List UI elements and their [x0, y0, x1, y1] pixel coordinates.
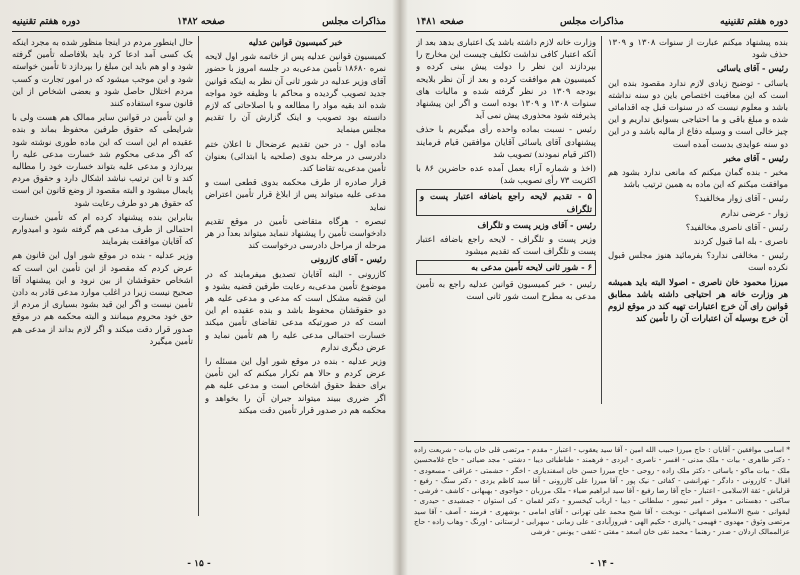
speaker-line: رئیس - آقای یاسائی [716, 63, 788, 74]
left-page-left-column [12, 36, 199, 516]
right-page-columns [416, 36, 788, 404]
paragraph: خبر کمیسیون قوانین عدلیه [248, 37, 343, 47]
speaker-line: رئیس - آقای وزیر پست و تلگراف [477, 219, 596, 230]
speaker-line: رئیس - آقای کازرونی [310, 254, 386, 265]
left-page-folio: - ۱۵ - [187, 559, 211, 569]
paragraph: وزیر عدلیه - بنده در موقع شور اول این مسئله را عرض کردم و حالا هم تکرار میکنم که این تأمین برای حفظ حقوق اشخاص است و مدعی علیه هم اگر ضرری ببیند میتواند جبران آن را بخواهد و محکمه هم در صدور قرار تأمین دقت میکند [205, 356, 386, 415]
right-page-right-column [608, 36, 788, 404]
paragraph: رئیس - خبر کمیسیون قوانین عدلیه راجع به تأمین مدعی به مطرح است شور ثانی است [416, 278, 596, 301]
voters-footnote: * اسامی موافقین - آقایان : حاج میرزا حبیب الله امین - آقا سید یعقوب - اعتبار - مقدم - مرتضی قلی خان بیات - شریعت زاده - دکتر طاهری - بیات - ملک مدنی - افسر - ناصری - ایزدی - فرهمند - طباطبائی دیبا - دشتی - مجد ضیائی - حاج غلامحسین ملک - بیات ماکو - یاسائی - دکتر ملک زاده - روحی - حاج میرزا حسن خان اسفندیاری - اخگر - حشمتی - عراقی - مسعودی - اقبال - کازرونی - دادگر - تهرانشی - کفائی - نیک پور - آقا میرزا علی کازرونی - آقا سید کاظم یزدی - دکتر سنگ - رفیع - قزلباش - ثقة الاسلامی - اعتبار - حاج آقا رضا رفیع - آقا سید ابراهیم ضیاء - ملک مرزبان - خواجوی - بهبهانی - کاشف - فرشی - ساکنی - دهستانی - موقر - امیر تیمور - سلطانی - دیبا - ارباب کیخسرو - دکتر لقمان - کی استوان - جمشیدی - حیدری - لیقوانی - شیخ الاسلامی اصفهانی - نوبخت - آقا شیخ محمد علی تهرانی - آقای امامی - بوشهری - فرمند - آصف - آقا سید مرتضی وثوق - مهدوی - فهیمی - پالیزی - حکیم الهی - فیروزآبادی - علی زمانی - سهرابی - لرستانی - اورنگ - وهاب زاده - حاج عزالممالک اردلان - صدر - رهنما - محمد تقی خان اسعد - مفتی - ثقفی - یونس - فرشی [414, 441, 790, 553]
right-page-left-column [416, 36, 602, 404]
right-page-folio: - ۱۴ - [590, 559, 614, 569]
paragraph: میرزا محمود خان ناصری - اصولا البته باید همیشه هر وزارت خانه هر احتیاجی داشته باشد مطابق قوانین رای آن خرج اعتبارات تهیه کند در موقع لزوم آن خرج بوسیله آن اعتبارات آن را تأمین کند [608, 276, 788, 324]
paragraph: حال اینطور مردم در اینجا منظور شده به مجرد اینکه یک کسی آمد ادعا کرد باید بلافاصله تأمین گرفته شود و او هم باید این مبلغ را بپردازد تا تأمین خواسته شود و این موجب میشود که در امور تجارت و کسب مردم اختلال حاصل شود و بعضی اشخاص از این قانون سوء استفاده کنند [12, 37, 193, 109]
speaker-line: رئیس - آقای مخبر [723, 152, 788, 163]
paragraph: و این تأمین در قوانین سایر ممالک هم هست ولی با شرایطی که حقوق طرفین محفوظ بماند و بنده عقیده ام این است که این ماده طوری نوشته شود که اگر مدعی محکوم شد خسارت مدعی علیه را بپردازد و مدعی علیه بتواند خسارت خود را مطالبه کند و تا این ترتیب نباشد اشکال دارد و حقوق مردم پایمال میشود و البته مقصود از وضع قانون این است که حقوق هر دو طرف رعایت شود [12, 112, 193, 208]
paragraph: کمیسیون قوانین عدلیه پس از خاتمه شور اول لایحه نمره ۱۸۶۸۰ تأمین مدعی‌به در جلسه امروز با حضور آقای وزیر عدلیه در شور ثانی آن نظر به اینکه قوانین جدید تصویب گردیده و محاکم با وظیفه خود مواجه شده اند بقیه مواد را مطالعه و با اصلاحاتی که لازم دانسته بود تصویب و اینک گزارش آن را تقدیم مجلس مینماید [205, 51, 386, 135]
paragraph: رئیس - آقای زوار مخالفید؟ [694, 193, 788, 204]
right-header-session: دوره هفتم تقنینیه [719, 15, 788, 27]
left-header-journal: مذاکرات مجلس [322, 15, 386, 27]
paragraph: زوار - عرضی ندارم [720, 207, 788, 218]
right-page-header [416, 14, 788, 32]
paragraph: رئیس - مخالفی ندارد؟ بفرمائید هنوز مجلس قبول نکرده است [608, 250, 788, 273]
paragraph: رئیس - نسبت بماده واحده رأی میگیریم با حذف پیشنهادی آقای یاسائی آقایان موافقین قیام فرمایند (اکثر قیام نمودند) تصویب شد [416, 124, 596, 159]
right-header-page-number: صفحه ۱۴۸۱ [416, 15, 464, 27]
left-header-session: دوره هفتم تقنینیه [12, 15, 81, 27]
left-page-header [12, 14, 386, 32]
left-page-right-column [205, 36, 386, 516]
right-page [404, 0, 800, 575]
paragraph: ناصری - بله اما قبول کردند [693, 236, 788, 247]
paragraph: مخبر - بنده گمان میکنم که مانعی ندارد بشود هم موافقت میکنم که این ماده به همین ترتیب باشد [608, 167, 788, 190]
paragraph: یاسائی - توضیح زیادی لازم ندارد مقصود بنده این است که این معافیت اختصاص باین دو سنه نداشته باشد و معلوم نیست که در سنوات قبل چه اقداماتی شده و مبلغ باقی و ما احتیاجی بسوابق نداریم و این چیز خالی است و وسیله دفاع از مالیه باشد و در این دو سنه عوایدی بدست آمده است [608, 77, 788, 149]
section-heading: ۶ - شور ثانی لایحه تأمین مدعی به [416, 260, 596, 274]
left-page-columns [12, 36, 386, 516]
paragraph: ماده اول - در حین تقدیم عرضحال تا اعلان ختم دادرسی در مرحله بدوی (صلحیه یا ابتدائی) بعنوان تأمین مدعی‌به تقاضا کند. [205, 138, 386, 174]
left-header-page-number: صفحه ۱۴۸۲ [177, 15, 225, 27]
section-heading: ۵ - تقدیم لایحه راجع باضافه اعتبار پست و تلگراف [416, 189, 596, 215]
paragraph: رئیس - آقای ناصری مخالفید؟ [685, 221, 788, 232]
right-header-journal: مذاکرات مجلس [559, 15, 624, 27]
left-page [0, 0, 398, 575]
paragraph: وزیر پست و تلگراف - لایحه راجع باضافه اعتبار پست و تلگراف است که تقدیم میشود [416, 234, 596, 257]
paragraph: وزارت خانه لازم داشته باشد یک اعتباری بدهد بعد از آنکه اعتبار کافی نداشت تکلیف چیست این مخارج را بپردازند این نظر را دولت پیش بینی کرده و کمیسیون هم موافقت کرده و بعد از آن نظر بلایحه بودجه ۱۳۰۹ در نظر گرفته شده و مالیات های سنوات ۱۳۰۸ و ۱۳۰۹ بوده است و اگر این پیشنهاد پذیرفته شود محذوری پیش نمی آید [416, 37, 596, 121]
paragraph: وزیر عدلیه - بنده در موقع شور اول این قانون هم عرض کردم که مقصود از این تأمین این است که اشخاص حقوقشان از بین نرود و این پیشنهاد آقا صحیح نیست زیرا در اغلب موارد مدعی قادر به دادن تأمین نیست و اگر این قید بشود بسیاری از مردم از حق خود محروم میمانند و البته محکمه هم در موقع صدور قرار دقت میکند و اگر لازم بداند از مدعی هم تأمین میگیرد [12, 250, 193, 346]
paragraph: (اخذ و شماره آراء بعمل آمده عده حاضرین ۸۶ با اکثریت ۷۳ رأی تصویب شد) [416, 163, 596, 186]
paragraph: بنده پیشنهاد میکنم عبارت از سنوات ۱۳۰۸ و ۱۳۰۹ حذف شود [608, 37, 788, 60]
paragraph: تبصره - هرگاه متقاضی تأمین در موقع تقدیم دادخواست تأمین را پیشنهاد ننماید میتواند بعداً در هر مرحله از مراحل دادرسی درخواست کند [205, 215, 386, 251]
paragraph: بنابراین بنده پیشنهاد کرده ام که تأمین خسارت احتمالی از طرف مدعی هم گرفته شود و امیدوارم که آقایان موافقت بفرمایند [12, 211, 193, 247]
paragraph: قرار صادره از طرف محکمه بدوی قطعی است و مدعی علیه میتواند پس از ابلاغ قرار تأمین اعتراض نماید [205, 177, 386, 212]
paragraph: کازرونی - البته آقایان تصدیق میفرمایند که در موضوع تأمین مدعی‌به رعایت طرفین قضیه بشود و این قضیه مشکل است که مدعی و مدعی علیه هر دو حقوقشان محفوظ باشد و بنده عقیده ام این است که در صورتیکه مدعی تقاضای تأمین میکند خسارت احتمالی مدعی علیه را هم تأمین نماید و عرض دیگری ندارم [205, 268, 386, 352]
